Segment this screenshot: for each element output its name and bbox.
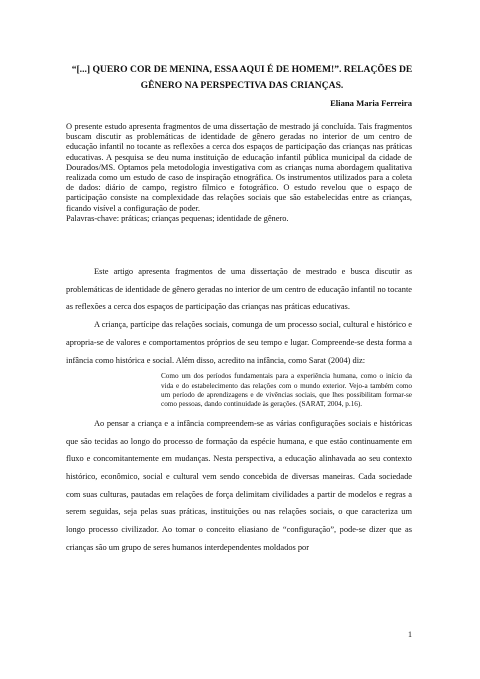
body-paragraph: Ao pensar a criança e a infância compreendem-se as várias configurações sociais e históricas que são tecidas ao longo do processo de formação da espécie humana, e que estão continuamente em fluxo e concomitantemente em mudanças. Nesta perspectiva, a educação alinhavada ao seu contexto histórico, econômico, social e cultural vem sendo concebida de diversas maneiras. Cada sociedade com suas culturas, pautadas em relações de força delimitam civilidades a partir de modelos e regras a serem seguidas, seja pelas suas práticas, instituições ou nas relações sociais, o que caracteriza um longo processo civilizador. Ao tomar o conceito eliasiano de “configuração”, pode-se dizer que as crianças são um grupo de seres humanos interdependentes moldados por — [66, 418, 412, 552]
paper-title: “[...] QUERO COR DE MENINA, ESSA AQUI É DE HOMEM!”. RELAÇÕES DE GÊNERO NA PERSPECTIVA DAS CRIANÇAS. — [71, 64, 413, 91]
keywords-line: Palavras-chave: práticas; crianças pequenas; identidade de gênero. — [66, 213, 289, 223]
page-number: 1 — [408, 630, 412, 639]
body-paragraph: A criança, partícipe das relações sociais, comunga de um processo social, cultural e histórico e apropria-se de valores e comportamentos próprios de seu tempo e lugar. Compreende-se desta forma a infância como histórica e social. Além disso, acredito na infância, como Sarat (2004) diz: — [66, 320, 412, 365]
author-name: Eliana Maria Ferreira — [330, 98, 412, 108]
body-paragraph: Este artigo apresenta fragmentos de uma dissertação de mestrado e busca discutir as problemáticas de identidade de gênero geradas no interior de um centro de educação infantil no tocante as reflexões a cerca dos espaços de participação das crianças nas práticas educativas. — [66, 267, 412, 312]
abstract-section — [66, 122, 412, 224]
abstract-text: O presente estudo apresenta fragmentos de uma dissertação de mestrado já concluída. Tais fragmentos buscam discutir as problemáticas de identidade de gênero geradas no interior de um centro de educação infantil no tocante as reflexões a cerca dos espaços de participação das crianças nas práticas educativas. A pesquisa se deu numa instituição de educação infantil pública municipal da cidade de Dourados/MS. Optamos pela metodologia investigativa com as crianças numa abordagem qualitativa realizada como um estudo de caso de inspiração etnográfica. Os instrumentos utilizados para a coleta de dados: diário de campo, registro fílmico e fotográfico. O estudo revelou que o espaço de participação consiste na complexidade das relações sociais que são estabelecidas entre as crianças, ficando visível a configuração de poder. — [66, 122, 412, 213]
body-text — [66, 263, 412, 556]
block-quote: Como um dos períodos fundamentais para a experiência humana, como o início da vida e do estabelecimento das relações com o mundo exterior. Vejo-a também como um período de aprendizagens e de vivências sociais, que lhes possibilitam formar-se como pessoas, dando continuidade às gerações. (SARAT, 2004, p.16). — [161, 372, 412, 409]
